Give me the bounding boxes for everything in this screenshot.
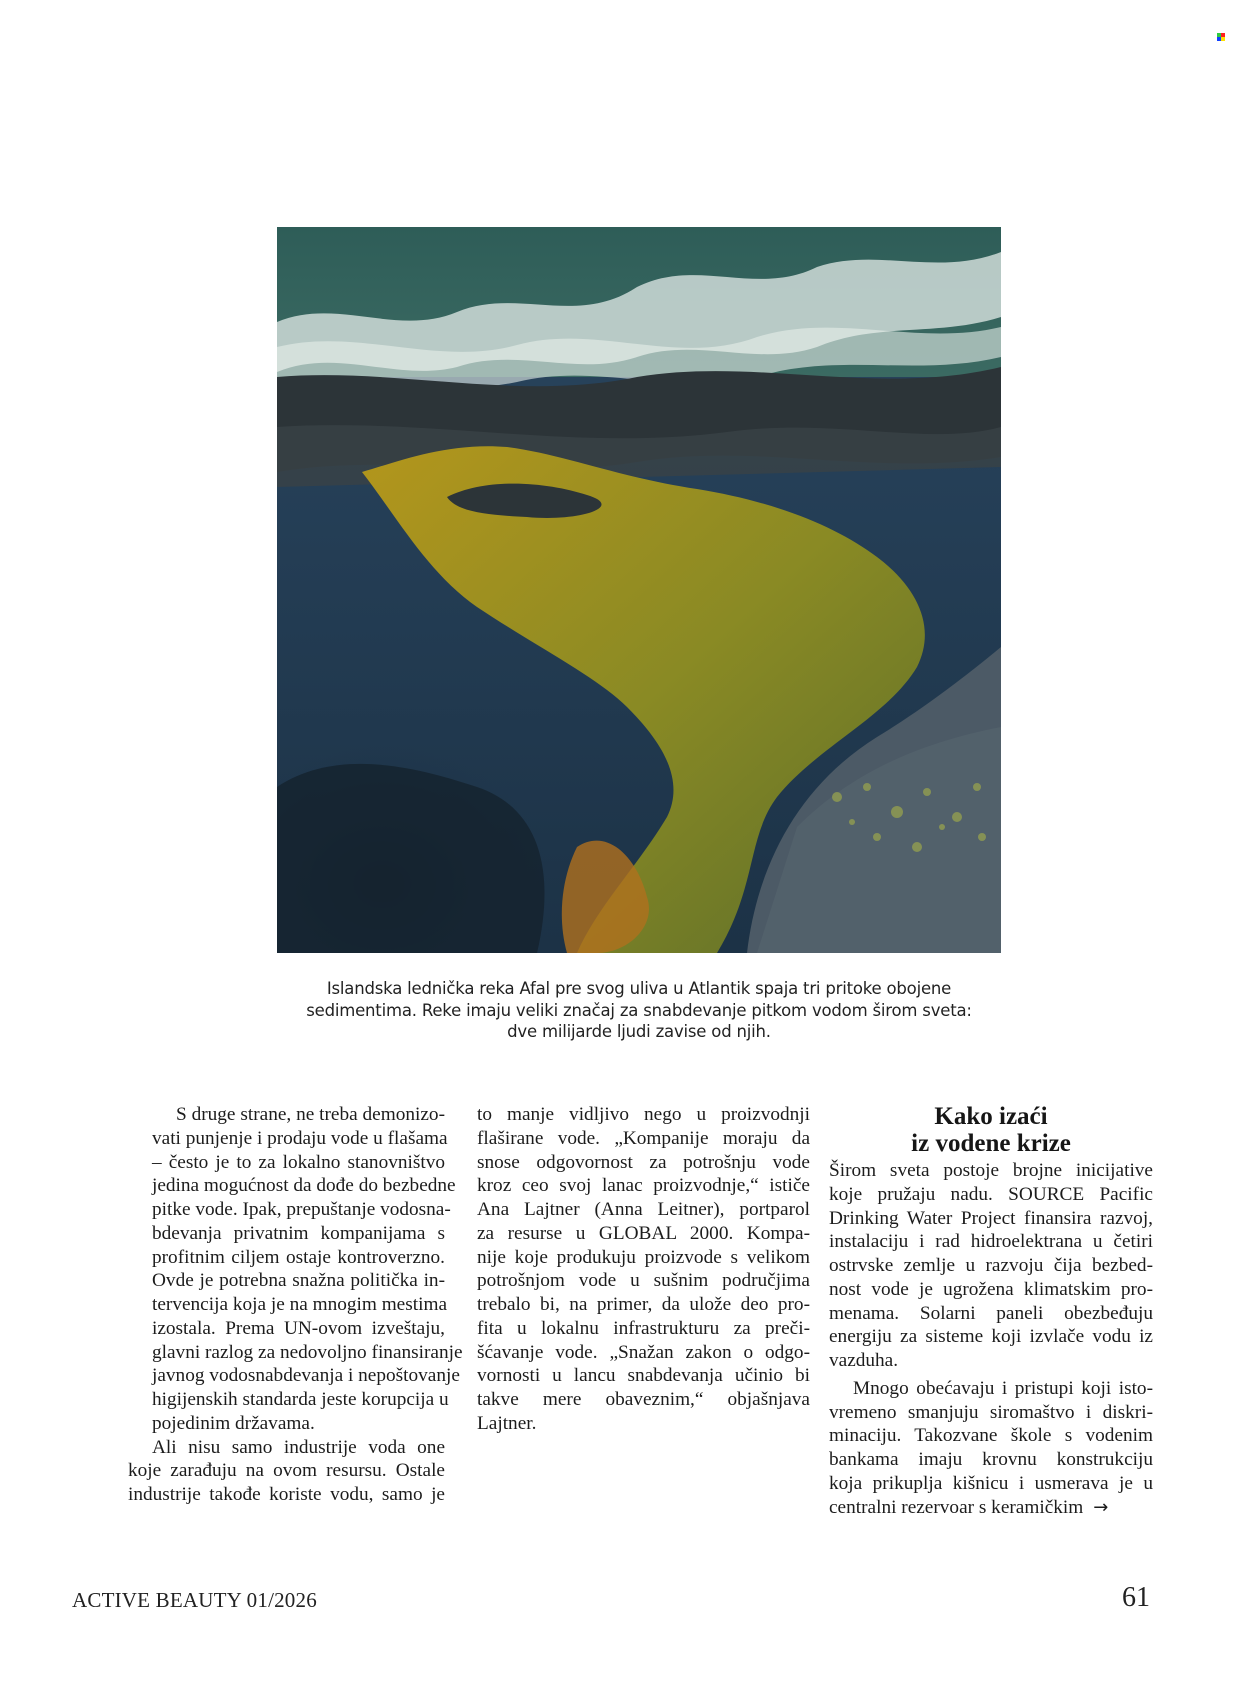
text-line: flaširane vode. „Kompanije moraju da <box>477 1127 810 1149</box>
caption-line: sedimentima. Reke imaju veliki značaj za snabdevanje pitkom vodom širom sveta: <box>306 1000 972 1020</box>
text-line: bdevanja privatnim kompanijama s <box>152 1222 445 1244</box>
article-column-1 <box>128 1103 463 1507</box>
publication-footer: ACTIVE BEAUTY 01/2026 <box>72 1588 317 1612</box>
text-line: vremeno smanjuju siromaštvo i diskri- <box>829 1401 1153 1423</box>
subheading-line: iz vodene krize <box>911 1130 1071 1157</box>
text-line: Ali nisu samo industrije voda one <box>152 1436 445 1458</box>
text-line: instalaciju i rad hidroelektrana u četiri <box>829 1231 1153 1253</box>
text-line: ostrvske zemlje u razvoju čija bezbed- <box>829 1255 1153 1276</box>
text-line: vazduha. <box>829 1350 899 1371</box>
text-line: snose odgovornost za potrošnju vode <box>477 1151 810 1173</box>
caption-line: Islandska lednička reka Afal pre svog uliva u Atlantik spaja tri pritoke obojene <box>326 979 952 998</box>
text-line: fita u lokalnu infrastrukturu za preči- <box>477 1317 810 1339</box>
article-column-2 <box>477 1103 810 1436</box>
text-line: koja prikuplja kišnicu i usmerava je u <box>829 1472 1153 1494</box>
text-line: Lajtner. <box>477 1412 537 1434</box>
continue-arrow-icon: → <box>1093 1496 1109 1518</box>
text-line: takve mere obaveznim,“ objašnjava <box>477 1389 810 1410</box>
text-line <box>829 1496 1153 1520</box>
text-line: Širom sveta postoje brojne inicijative <box>829 1160 1153 1181</box>
photo-caption <box>277 978 1001 1043</box>
text-line: javnog vodosnabdevanja i nepoštovanje <box>152 1365 460 1387</box>
text-line: koje zarađuju na ovom resursu. Ostale <box>128 1460 445 1482</box>
text-line: profitnim ciljem ostaje kontroverzno. <box>152 1246 445 1268</box>
text-line: šćavanje vode. „Snažan zakon o odgo- <box>477 1341 810 1363</box>
page-number: 61 <box>1122 1582 1150 1613</box>
river-delta-image-icon <box>277 227 1001 953</box>
text-line-content: centralni rezervoar s keramičkim <box>829 1496 1084 1518</box>
text-line: – često je to za lokalno stanovništvo <box>152 1151 445 1173</box>
text-line: koje pružaju nadu. SOURCE Pacific <box>829 1183 1153 1205</box>
text-line: pojedinim državama. <box>152 1412 315 1434</box>
text-line: kroz ceo svoj lanac proizvodnje,“ ističe <box>477 1175 810 1197</box>
text-line: izostala. Prema UN-ovom izveštaju, <box>152 1317 445 1339</box>
text-line: trebalo bi, na primer, da ulože deo pro- <box>477 1294 810 1315</box>
caption-line: dve milijarde ljudi zavise od njih. <box>507 1022 771 1041</box>
text-line: Drinking Water Project finansira razvoj, <box>829 1207 1153 1229</box>
paragraph <box>829 1377 1153 1520</box>
text-line: vati punjenje i prodaju vode u flašama <box>152 1127 448 1149</box>
text-line: higijenskih standarda jeste korupcija u <box>152 1389 449 1410</box>
text-line: to manje vidljivo nego u proizvodnji <box>477 1104 810 1125</box>
text-line: tervencija koja je na mnogim mestima <box>152 1294 448 1315</box>
text-line: minaciju. Takozvane škole s vodenim <box>829 1425 1153 1447</box>
paragraph <box>477 1103 810 1436</box>
color-registration-marker <box>1217 33 1225 41</box>
text-line: Mnogo obećavaju i pristupi koji isto- <box>853 1377 1153 1399</box>
text-line: za resurse u GLOBAL 2000. Kompa- <box>477 1222 810 1244</box>
article-column-3 <box>829 1103 1153 1519</box>
text-line: Ovde je potrebna snažna politička in- <box>152 1270 445 1292</box>
paragraph <box>128 1436 445 1507</box>
text-line: glavni razlog za nedovoljno finansiranje <box>152 1341 463 1363</box>
text-line: jedina mogućnost da dođe do bezbedne <box>152 1175 456 1197</box>
text-line: Ana Lajtner (Anna Leitner), portparol <box>477 1199 810 1220</box>
text-line: potrošnjom vode u sušnim područjima <box>477 1270 810 1292</box>
text-line: bankama imaju krovnu konstrukciju <box>829 1449 1153 1470</box>
text-line: energiju za sisteme koji izvlače vodu iz <box>829 1326 1153 1348</box>
marker-yellow <box>1221 37 1225 41</box>
text-line: vornosti u lancu snabdevanja učinio bi <box>477 1365 810 1387</box>
text-line: S druge strane, ne treba demonizo- <box>176 1104 445 1125</box>
text-line: industrije takođe koriste vodu, samo je <box>128 1484 445 1505</box>
paragraph <box>829 1159 1153 1373</box>
text-line: menama. Solarni paneli obezbeđuju <box>829 1302 1153 1324</box>
aerial-river-photo <box>277 227 1001 953</box>
text-line: nost vode je ugrožena klimatskim pro- <box>829 1278 1153 1300</box>
paragraph <box>128 1103 463 1436</box>
text-line: pitke vode. Ipak, prepuštanje vodosna- <box>152 1199 451 1220</box>
section-subheading <box>829 1103 1153 1157</box>
text-line: nije koje produkuju proizvode s velikom <box>477 1246 810 1268</box>
subheading-line: Kako izaći <box>934 1103 1048 1130</box>
